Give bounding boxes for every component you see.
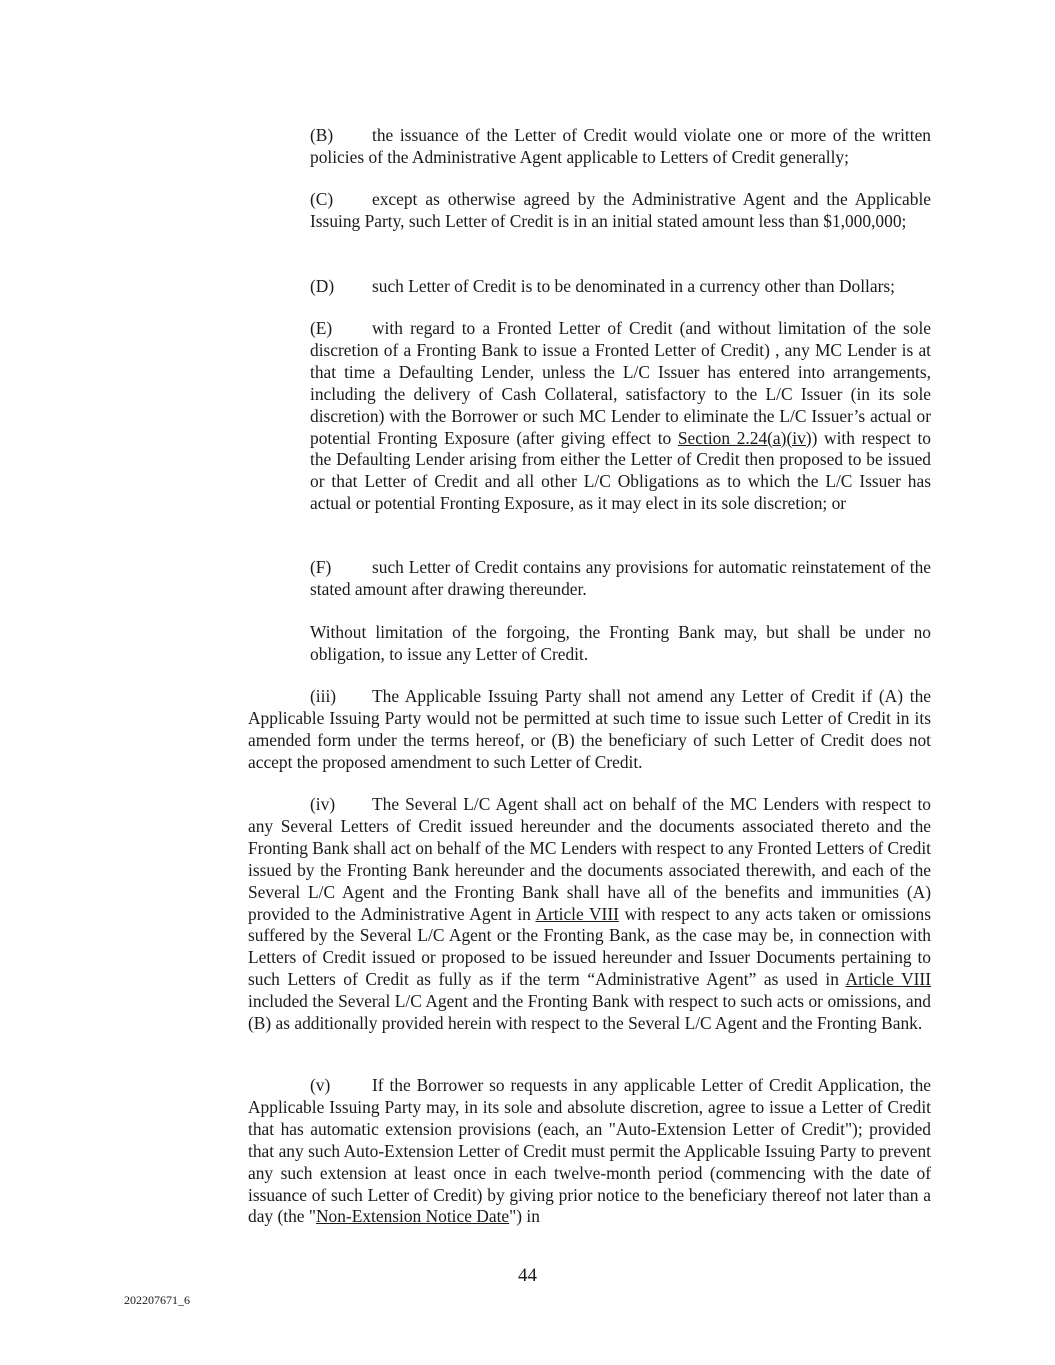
paragraph-label: (v) <box>310 1075 331 1095</box>
paragraph-B <box>310 125 931 169</box>
paragraph-text: Without limitation of the forgoing, the Fronting Bank may, but shall be under no obligation, to issue any Letter of Credit. <box>310 622 931 664</box>
paragraph-F <box>310 557 931 601</box>
paragraph-text: ) with respect to the Defaulting Lender arising from either the Letter of Credit then proposed to be issued or that Letter of Credit and all other L/C Obligations as to which the L/C Issuer has actual or potential Fronting Exposure, as it may elect in its sole discretion; or <box>310 427 931 514</box>
paragraph-text: The Several L/C Agent shall act on behalf of the MC Lenders with respect to any Several Letters of Credit issued hereunder and the documents associated thereto and the Fronting Bank shall act on behalf of the MC Lenders with respect to any Fronted Letters of Credit issued by the Fronting Bank hereunder and the documents associated therewith, and each of the Several L/C Agent and the Fronting Bank shall have all of the benefits and immunities (A) provided to the Administrative Agent in <box>248 794 931 924</box>
paragraph-text: such Letter of Credit contains any provisions for automatic reinstatement of the stated amount after drawing thereunder. <box>310 557 931 599</box>
paragraph-text: the issuance of the Letter of Credit would violate one or more of the written policies of the Administrative Agent applicable to Letters of Credit generally; <box>310 125 931 167</box>
paragraph-label: (B) <box>310 125 334 145</box>
page-number: 44 <box>518 1265 537 1286</box>
paragraph-without-limitation <box>310 622 931 666</box>
paragraph-text: ") in <box>509 1206 540 1227</box>
paragraph-text: except as otherwise agreed by the Administrative Agent and the Applicable Issuing Party, such Letter of Credit is in an initial stated amount less than $1,000,000; <box>310 189 931 231</box>
document-id: 202207671_6 <box>124 1293 190 1307</box>
paragraph-text: The Applicable Issuing Party shall not amend any Letter of Credit if (A) the Applicable Issuing Party would not be permitted at such time to issue such Letter of Credit in its amended form under the terms hereof, or (B) the beneficiary of such Letter of Credit does not accept the proposed amendment to such Letter of Credit. <box>248 686 931 772</box>
paragraph-label: (C) <box>310 189 334 209</box>
paragraph-text: included the Several L/C Agent and the Fronting Bank with respect to such acts or omissions, and (B) as additionally provided herein with respect to the Several L/C Agent and the Fronting Bank. <box>248 991 931 1034</box>
paragraph-iii <box>248 686 931 774</box>
paragraph-v <box>248 1075 931 1228</box>
paragraph-text: If the Borrower so requests in any applicable Letter of Credit Application, the Applicable Issuing Party may, in its sole and absolute discretion, agree to issue a Letter of Credit that has automatic extension provisions (each, an "Auto-Extension Letter of Credit"); provided that any such Auto-Extension Letter of Credit must permit the Applicable Issuing Party to prevent any such extension at least once in each twelve-month period (commencing with the date of issuance of such Letter of Credit) by giving prior notice to the beneficiary thereof not later than a day (the " <box>248 1075 931 1227</box>
article-reference-link: Article VIII <box>535 903 619 924</box>
paragraph-label: (iii) <box>310 686 337 706</box>
defined-term: Non-Extension Notice Date <box>315 1206 510 1227</box>
paragraph-iv <box>248 794 931 1035</box>
paragraph-text: with regard to a Fronted Letter of Credit (and without limitation of the sole discretion of a Fronting Bank to issue a Fronted Letter of Credit) , any MC Lender is at that time a Defaulting Lender, unless the L/C Issuer has entered into arrangements, including the delivery of Cash Collateral, satisfactory to the L/C Issuer (in its sole discretion) with the Borrower or such MC Lender to eliminate the L/C Issuer’s actual or potential Fronting Exposure (after giving effect to <box>310 318 931 448</box>
paragraph-C <box>310 189 931 233</box>
paragraph-E <box>310 318 931 515</box>
paragraph-label: (F) <box>310 557 332 577</box>
paragraph-D <box>310 276 931 298</box>
section-reference-link: Section 2.24(a)(iv) <box>677 427 812 448</box>
paragraph-label: (D) <box>310 276 335 296</box>
paragraph-text: with respect to any acts taken or omissions suffered by the Several L/C Agent or the Fronting Bank, as the case may be, in connection with Letters of Credit issued or proposed to be issued hereunder and Issuer Documents pertaining to such Letters of Credit as fully as if the term “Administrative Agent” as used in <box>248 903 931 990</box>
paragraph-text: such Letter of Credit is to be denominated in a currency other than Dollars; <box>372 276 896 296</box>
paragraph-label: (E) <box>310 318 333 338</box>
article-reference-link: Article VIII <box>845 969 932 990</box>
paragraph-label: (iv) <box>310 794 336 814</box>
